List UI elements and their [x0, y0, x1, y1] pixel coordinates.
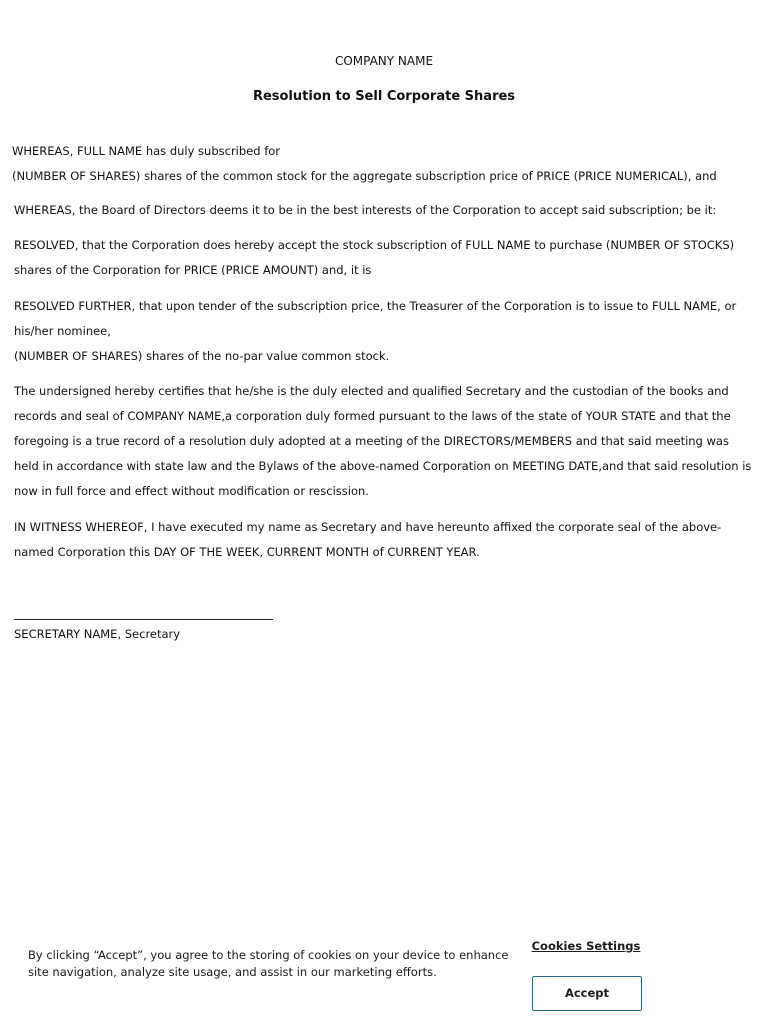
document-title: Resolution to Sell Corporate Shares — [252, 89, 516, 104]
accept-cookies-button[interactable]: Accept — [532, 976, 642, 1011]
whereas-paragraph-2: WHEREAS, the Board of Directors deems it to be in the best interests of the Corporation to accept said subscription; be it: — [14, 203, 717, 217]
cookie-banner — [0, 925, 768, 1024]
cookie-banner-text: By clicking “Accept”, you agree to the storing of cookies on your device to enhance site navigation, analyze site usage, and assist in our marketing efforts. — [28, 948, 509, 979]
company-name: COMPANY NAME — [334, 54, 434, 68]
resolved-further-line-1: RESOLVED FURTHER, that upon tender of the subscription price, the Treasurer of the Corporation is to issue to FULL NAME, or his/her nominee, — [14, 299, 737, 338]
whereas-line-2: (NUMBER OF SHARES) shares of the common stock for the aggregate subscription price of PRICE (PRICE NUMERICAL), and — [12, 169, 717, 183]
cookies-settings-link[interactable]: Cookies Settings — [531, 939, 641, 953]
witness-paragraph: IN WITNESS WHEREOF, I have executed my name as Secretary and have hereunto affixed the corporate seal of the above-named Corporation this DAY OF THE WEEK, CURRENT MONTH of CURRENT YEAR. — [14, 520, 722, 559]
signature-label: SECRETARY NAME, Secretary — [14, 627, 181, 641]
whereas-paragraph-1 — [12, 139, 752, 189]
resolved-further-line-2: (NUMBER OF SHARES) shares of the no-par value common stock. — [14, 349, 390, 363]
whereas-line-1: WHEREAS, FULL NAME has duly subscribed for — [12, 144, 281, 158]
resolved-paragraph: RESOLVED, that the Corporation does hereby accept the stock subscription of FULL NAME to purchase (NUMBER OF STOCKS) shares of the Corporation for PRICE (PRICE AMOUNT) and, it is — [14, 238, 735, 277]
resolved-further-paragraph — [14, 294, 754, 369]
certification-paragraph: The undersigned hereby certifies that he/she is the duly elected and qualified Secretary and the custodian of the books and records and seal of COMPANY NAME,a corporation duly formed pursuant to the laws of the state of YOUR STATE and that the foregoing is a true record of a resolution duly adopted at a meeting of the DIRECTORS/MEMBERS and that said meeting was held in accordance with state law and the Bylaws of the above-named Corporation on MEETING DATE,and that said resolution is now in full force and effect without modification or rescission. — [14, 384, 752, 498]
signature-line — [14, 619, 273, 620]
